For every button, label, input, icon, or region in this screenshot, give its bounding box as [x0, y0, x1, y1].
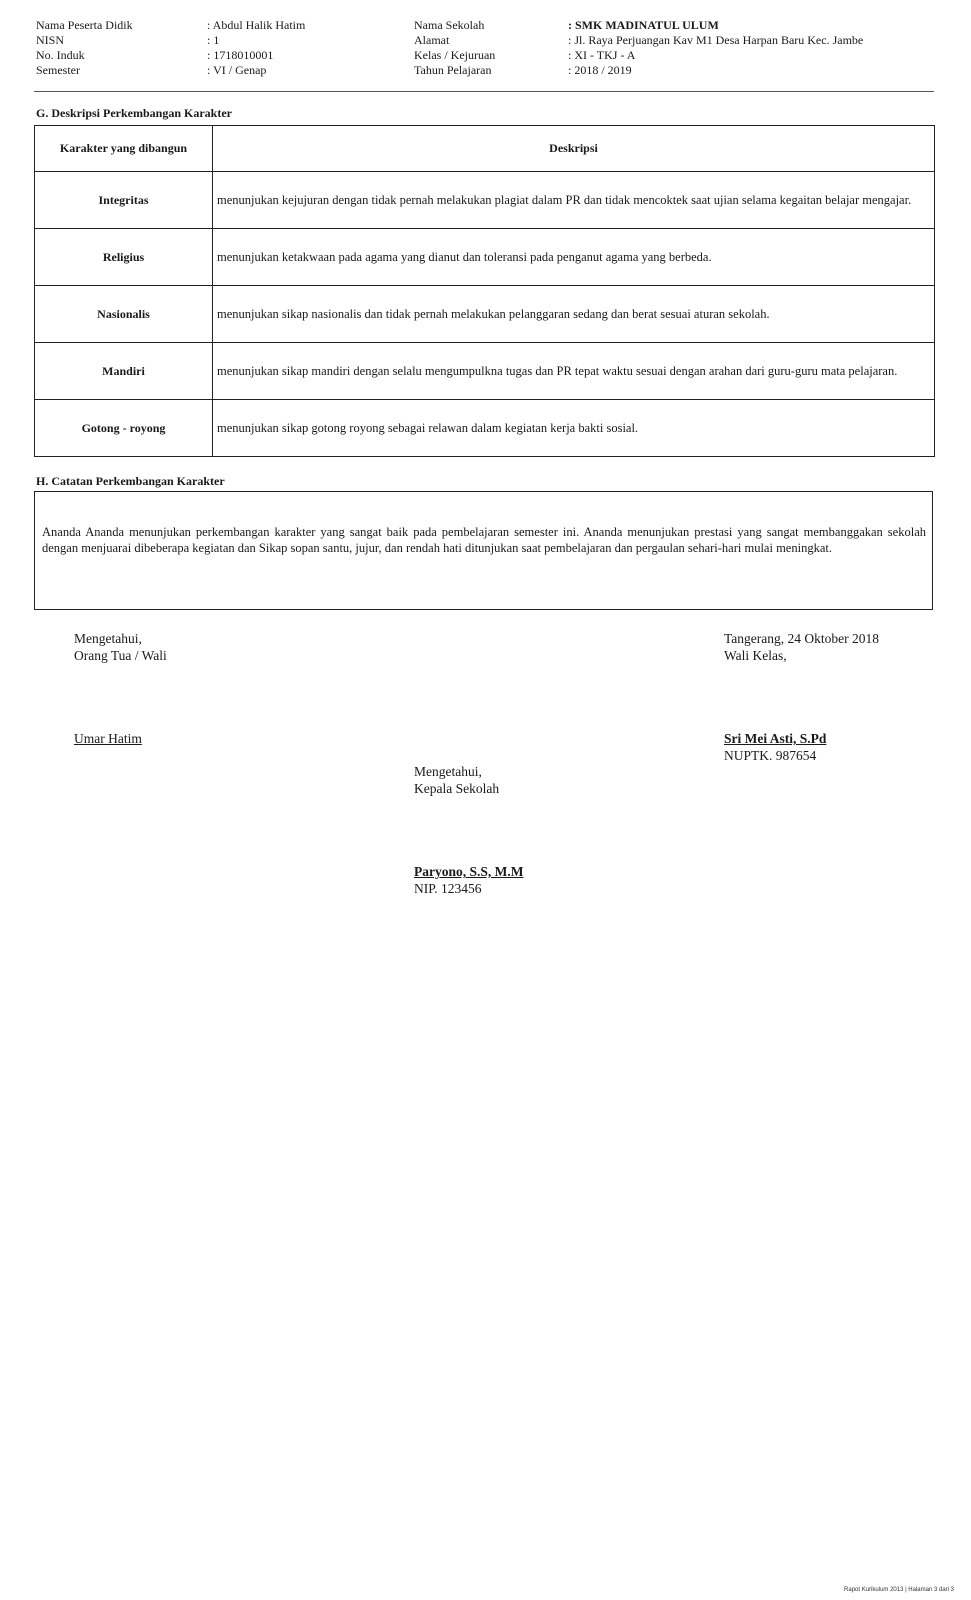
school-values [568, 18, 863, 78]
value-no-induk: : 1718010001 [207, 48, 274, 62]
karakter-cell: Nasionalis [35, 286, 213, 343]
teacher-line1: Tangerang, 24 Oktober 2018 [724, 631, 880, 646]
principal-line2: Kepala Sekolah [414, 781, 500, 796]
col-karakter-header: Karakter yang dibangun [35, 126, 213, 172]
parent-signature-block [74, 630, 167, 747]
label-nisn: NISN [36, 33, 65, 47]
label-nama-peserta: Nama Peserta Didik [36, 18, 133, 32]
teacher-name: Sri Mei Asti, S.Pd [724, 731, 827, 746]
teacher-id: NUPTK. 987654 [724, 748, 817, 763]
value-nama-peserta: : Abdul Halik Hatim [207, 18, 306, 32]
table-row [35, 286, 935, 343]
parent-name: Umar Hatim [74, 731, 142, 746]
karakter-cell: Religius [35, 229, 213, 286]
parent-line2: Orang Tua / Wali [74, 648, 167, 663]
teacher-signature-block [724, 630, 879, 764]
label-alamat: Alamat [414, 33, 450, 47]
deskripsi-cell: menunjukan sikap mandiri dengan selalu mengumpulkna tugas dan PR tepat waktu sesuai dengan arahan dari guru-guru mata pelajaran. [213, 343, 935, 400]
principal-name: Paryono, S.S, M.M [414, 864, 524, 879]
table-row [35, 229, 935, 286]
label-nama-sekolah: Nama Sekolah [414, 18, 485, 32]
section-g-title: G. Deskripsi Perkembangan Karakter [36, 106, 232, 120]
value-nisn: : 1 [207, 33, 220, 47]
table-header-row [35, 126, 935, 172]
karakter-cell: Mandiri [35, 343, 213, 400]
student-values [207, 18, 305, 78]
table-row [35, 343, 935, 400]
col-deskripsi-header: Deskripsi [213, 126, 935, 172]
page-footer: Rapot Kurikulum 2013 | Halaman 3 dari 3 [844, 1587, 954, 1593]
label-tahun: Tahun Pelajaran [414, 63, 492, 77]
header-divider [34, 91, 934, 92]
value-semester: : VI / Genap [207, 63, 267, 77]
value-tahun: : 2018 / 2019 [568, 63, 632, 77]
label-no-induk: No. Induk [36, 48, 85, 62]
karakter-cell: Gotong - royong [35, 400, 213, 457]
deskripsi-cell: menunjukan sikap gotong royong sebagai relawan dalam kegiatan kerja bakti sosial. [213, 400, 935, 457]
karakter-cell: Integritas [35, 172, 213, 229]
table-row [35, 172, 935, 229]
character-note-box: Ananda Ananda menunjukan perkembangan karakter yang sangat baik pada pembelajaran semester ini. Ananda menunjukan prestasi yang sangat membanggakan sekolah dengan menjuarai dibeberapa kegiatan dan Sikap sopan santu, jujur, dan rendah hati ditunjukan saat pembelajaran dan pergaulan sehari-hari mulai meningkat. [34, 491, 933, 610]
label-kelas: Kelas / Kejuruan [414, 48, 496, 62]
deskripsi-cell: menunjukan ketakwaan pada agama yang dianut dan toleransi pada penganut agama yang berbeda. [213, 229, 935, 286]
character-description-table [34, 125, 935, 457]
school-labels [414, 18, 495, 78]
section-h-title: H. Catatan Perkembangan Karakter [36, 474, 225, 488]
teacher-line2: Wali Kelas, [724, 648, 787, 663]
student-labels [36, 18, 133, 78]
deskripsi-cell: menunjukan sikap nasionalis dan tidak pernah melakukan pelanggaran sedang dan berat sesuai aturan sekolah. [213, 286, 935, 343]
value-nama-sekolah: : SMK MADINATUL ULUM [568, 18, 719, 32]
value-kelas: : XI - TKJ - A [568, 48, 636, 62]
parent-line1: Mengetahui, [74, 631, 142, 646]
value-alamat: : Jl. Raya Perjuangan Kav M1 Desa Harpan Baru Kec. Jambe [568, 33, 864, 47]
label-semester: Semester [36, 63, 80, 77]
deskripsi-cell: menunjukan kejujuran dengan tidak pernah melakukan plagiat dalam PR dan tidak mencoktek saat ujian selama kegaitan belajar mengajar. [213, 172, 935, 229]
principal-signature-block [414, 763, 524, 897]
principal-id: NIP. 123456 [414, 881, 482, 896]
principal-line1: Mengetahui, [414, 764, 482, 779]
table-row [35, 400, 935, 457]
